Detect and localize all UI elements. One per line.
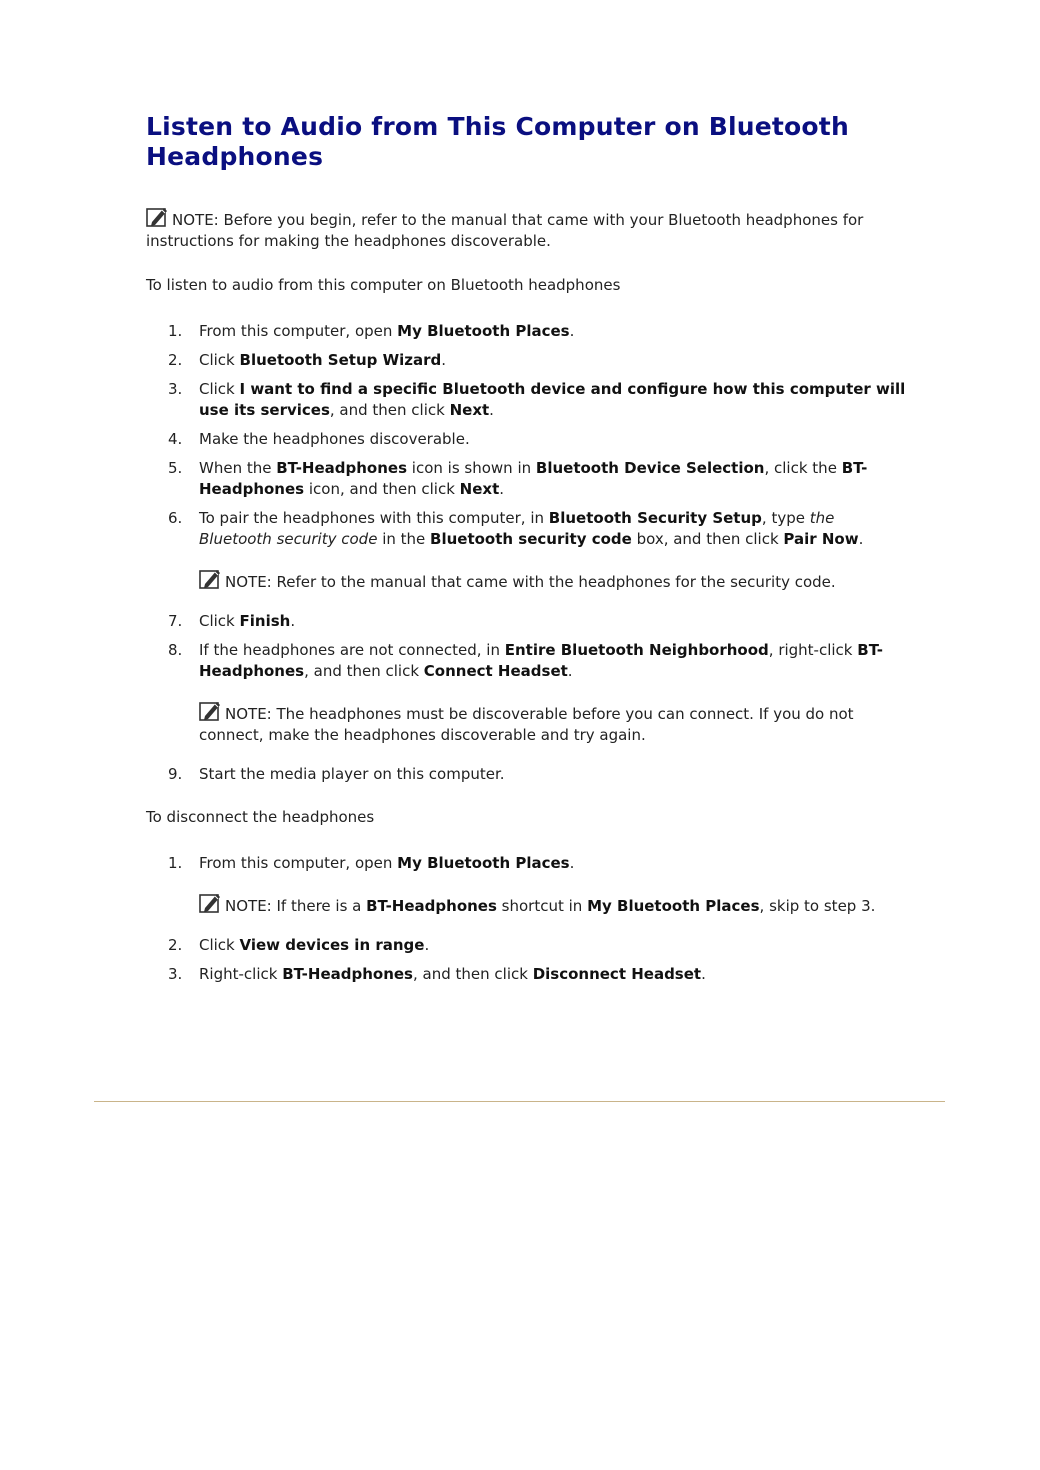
step-text: , and then click [329, 401, 450, 419]
intro-note-text: NOTE: Before you begin, refer to the manual that came with your Bluetooth headphones for instructions for making the headphones discoverable. [146, 211, 864, 250]
step-text: . [858, 530, 864, 548]
step-text: When the [199, 459, 277, 477]
step-text: To pair the headphones with this computer, in [199, 509, 549, 527]
step-italic: the Bluetooth security code [199, 509, 835, 548]
step-number: 5. [168, 459, 183, 477]
step-text: From this computer, open [199, 322, 398, 340]
step-text: From this computer, open [199, 854, 398, 872]
step-bold: BT-Headphones [282, 965, 413, 983]
list-item [146, 350, 906, 371]
step-text: Click [199, 612, 240, 630]
note-pencil-icon [146, 206, 168, 228]
step-text: Start the media player on this computer. [199, 765, 505, 783]
page-title: Listen to Audio from This Computer on Bluetooth Headphones [146, 112, 849, 171]
step-text: box, and then click [631, 530, 784, 548]
step-text: , right-click [768, 641, 858, 659]
step-text: . [569, 322, 575, 340]
step-number: 3. [168, 965, 183, 983]
step-bold: Bluetooth Device Selection [535, 459, 765, 477]
step-number: 2. [168, 351, 183, 369]
step-number: 2. [168, 936, 183, 954]
step-bold: Next [449, 401, 490, 419]
listen-steps-list-end [146, 764, 906, 785]
step6-note [146, 568, 906, 593]
list-item [146, 964, 906, 985]
step-text: . [567, 662, 573, 680]
list-item [146, 935, 906, 956]
note-text: NOTE: If there is a [225, 897, 367, 915]
step-text: , click the [764, 459, 842, 477]
step-number: 8. [168, 641, 183, 659]
intro-note [146, 206, 906, 252]
step-bold: BT-Headphones [199, 641, 883, 680]
step-text: . [441, 351, 447, 369]
disconnect-step1-note [146, 892, 906, 917]
list-item [146, 429, 906, 450]
step-text: Make the headphones discoverable. [199, 430, 470, 448]
step-bold: Pair Now [783, 530, 859, 548]
list-item [146, 764, 906, 785]
step-number: 1. [168, 854, 183, 872]
step-text: . [489, 401, 494, 419]
step-text: Click [199, 380, 240, 398]
step-number: 1. [168, 322, 183, 340]
note-pencil-icon [199, 700, 221, 722]
step-bold: Connect Headset [423, 662, 568, 680]
list-item [146, 458, 906, 500]
list-item [146, 508, 906, 550]
step-number: 9. [168, 765, 183, 783]
note-bold: BT-Headphones [366, 897, 497, 915]
list-item [146, 611, 906, 632]
step-text: Right-click [199, 965, 283, 983]
list-item [146, 640, 906, 682]
step-text: . [569, 854, 575, 872]
note-text: , skip to step 3. [759, 897, 876, 915]
step-text: icon is shown in [407, 459, 536, 477]
note-text: NOTE: The headphones must be discoverable before you can connect. If you do not connect, make the headphones discoverable and try again. [199, 705, 854, 744]
disconnect-steps-list [146, 853, 906, 874]
step-number: 3. [168, 380, 183, 398]
step-text: , and then click [412, 965, 533, 983]
document-page [146, 112, 906, 993]
list-item [146, 853, 906, 874]
step-text: Click [199, 936, 240, 954]
step-bold: BT-Headphones [199, 459, 868, 498]
list-item [146, 321, 906, 342]
step-text: . [424, 936, 430, 954]
note-text: NOTE: Refer to the manual that came with the headphones for the security code. [225, 573, 836, 591]
step-text: . [701, 965, 706, 983]
step-bold: Disconnect Headset [532, 965, 702, 983]
listen-steps-list [146, 321, 906, 550]
step-bold: I want to find a specific Bluetooth device and configure how this computer will use its services [199, 380, 906, 419]
step-text: If the headphones are not connected, in [199, 641, 505, 659]
step-text: icon, and then click [304, 480, 460, 498]
step-text: in the [377, 530, 431, 548]
note-pencil-icon [199, 892, 221, 914]
step-number: 7. [168, 612, 183, 630]
step-text: . [499, 480, 505, 498]
list-item [146, 379, 906, 421]
note-pencil-icon [199, 568, 221, 590]
step-text: . [290, 612, 296, 630]
step-bold: Entire Bluetooth Neighborhood [504, 641, 769, 659]
step-bold: Bluetooth Security Setup [548, 509, 762, 527]
step8-note [146, 700, 906, 746]
disconnect-lead: To disconnect the headphones [146, 808, 375, 826]
step-bold: BT-Headphones [276, 459, 408, 477]
step-bold: Bluetooth security code [430, 530, 632, 548]
step-text: , type [761, 509, 810, 527]
step-bold: My Bluetooth Places [397, 854, 570, 872]
step-bold: Next [459, 480, 500, 498]
disconnect-steps-list-cont [146, 935, 906, 985]
listen-lead: To listen to audio from this computer on Bluetooth headphones [146, 276, 621, 294]
step-bold: View devices in range [239, 936, 425, 954]
step-text: Click [199, 351, 240, 369]
listen-steps-list-cont [146, 611, 906, 682]
step-bold: Bluetooth Setup Wizard [239, 351, 442, 369]
note-text: shortcut in [496, 897, 588, 915]
step-number: 6. [168, 509, 183, 527]
note-bold: My Bluetooth Places [587, 897, 760, 915]
step-text: , and then click [304, 662, 424, 680]
footer-divider [94, 1101, 945, 1102]
step-bold: Finish [239, 612, 291, 630]
step-number: 4. [168, 430, 183, 448]
step-bold: My Bluetooth Places [397, 322, 570, 340]
